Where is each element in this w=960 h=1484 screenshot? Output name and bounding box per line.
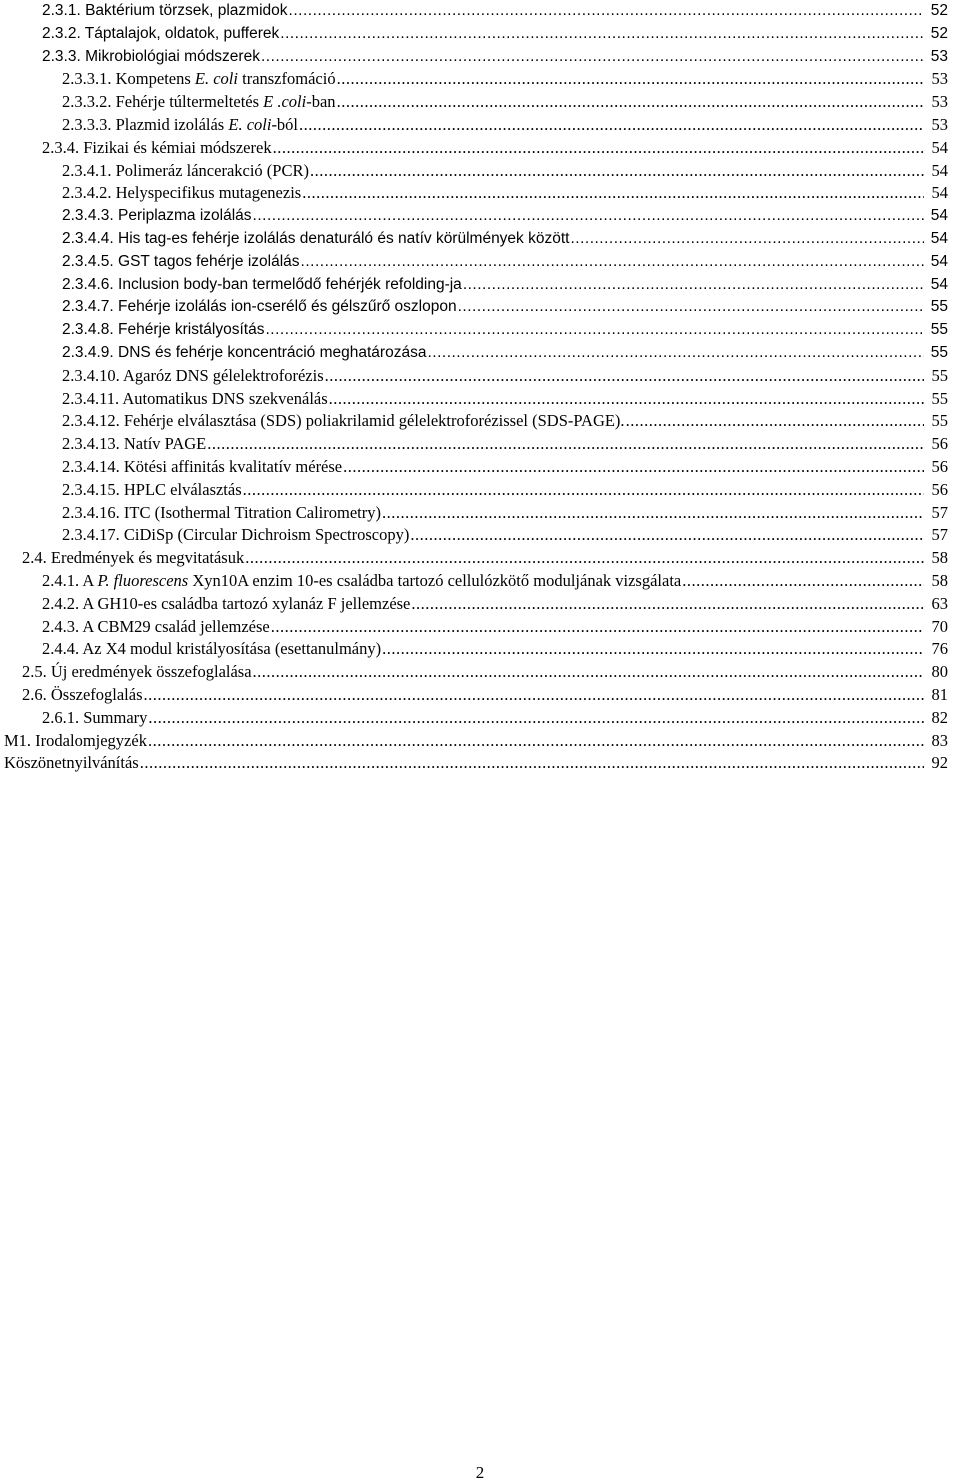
toc-entry-page: 56 <box>931 456 948 476</box>
dot-leader <box>253 205 924 228</box>
toc-entry-page: 54 <box>931 183 948 203</box>
toc-entry-page: 53 <box>931 114 948 134</box>
dot-leader <box>570 228 924 251</box>
toc-entry-page: 54 <box>931 160 948 180</box>
dot-leader <box>148 707 924 730</box>
dot-leader <box>337 68 924 91</box>
toc-entry[interactable] <box>0 114 948 137</box>
dot-leader <box>301 251 924 274</box>
dot-leader <box>245 547 924 570</box>
toc-entry-page: 63 <box>931 593 948 613</box>
toc-entry-page: 55 <box>930 321 948 339</box>
toc-entry-title: M1. Irodalomjegyzék <box>4 730 147 750</box>
toc-entry-page: 80 <box>931 662 948 682</box>
toc-entry-page: 76 <box>931 639 948 659</box>
toc-entry-page: 54 <box>930 252 948 270</box>
toc-entry-title: 2.4.3. A CBM29 család jellemzése <box>42 616 270 636</box>
toc-entry-title: 2.3.4. Fizikai és kémiai módszerek <box>42 137 272 157</box>
toc-entry-title: 2.4.4. Az X4 modul kristályosítása (esettanulmány) <box>42 639 382 659</box>
dot-leader <box>337 91 924 114</box>
dot-leader <box>458 296 924 319</box>
dot-leader <box>411 593 924 616</box>
toc-entry[interactable] <box>0 479 948 502</box>
toc-entry-page: 55 <box>930 298 948 316</box>
toc-entry-page: 55 <box>931 388 948 408</box>
toc-entry-page: 58 <box>931 570 948 590</box>
toc-entry[interactable] <box>0 137 948 160</box>
toc-entry[interactable] <box>0 251 948 274</box>
toc-entry-title: 2.3.4.17. CiDiSp (Circular Dichroism Spectroscopy) <box>62 525 410 545</box>
dot-leader <box>280 23 924 46</box>
toc-entry[interactable] <box>0 410 948 433</box>
toc-entry[interactable] <box>0 182 948 205</box>
toc-entry-title: 2.3.2. Táptalajok, oldatok, pufferek <box>42 24 280 42</box>
toc-entry-page: 57 <box>931 502 948 522</box>
toc-entry-title: Köszönetnyilvánítás <box>4 753 139 773</box>
toc-entry[interactable] <box>0 593 948 616</box>
dot-leader <box>271 616 924 639</box>
dot-leader <box>140 752 924 775</box>
dot-leader <box>382 638 924 661</box>
dot-leader <box>382 502 924 525</box>
toc-entry-title: 2.3.3.1. Kompetens E. coli transzfomáció <box>62 69 336 89</box>
toc-entry-title: 2.3.4.14. Kötési affinitás kvalitatív mérése <box>62 456 343 476</box>
toc-entry-page: 52 <box>930 2 948 19</box>
toc-entry-page: 55 <box>931 365 948 385</box>
toc-entry-title: 2.3.4.13. Natív PAGE <box>62 434 207 454</box>
dot-leader <box>626 410 924 433</box>
toc-entry-page: 53 <box>930 47 948 65</box>
dot-leader <box>343 456 924 479</box>
toc-entry-page: 57 <box>931 525 948 545</box>
toc-entry-page: 83 <box>931 730 948 750</box>
toc-entry-page: 54 <box>930 275 948 293</box>
dot-leader <box>273 137 924 160</box>
toc-entry[interactable] <box>0 684 948 707</box>
toc-entry[interactable] <box>0 752 948 775</box>
toc-entry-page: 82 <box>931 707 948 727</box>
toc-entry-page: 53 <box>931 92 948 112</box>
toc-entry[interactable] <box>0 456 948 479</box>
toc-entry[interactable] <box>0 638 948 661</box>
dot-leader <box>325 365 924 388</box>
toc-entry[interactable] <box>0 160 948 183</box>
toc-entry-title: 2.3.4.6. Inclusion body-ban termelődő fehérjék refolding-ja <box>62 275 462 293</box>
toc-entry[interactable] <box>0 228 948 251</box>
toc-entry-title: 2.3.4.1. Polimeráz láncerakció (PCR) <box>62 160 309 180</box>
toc-entry-title: 2.3.4.15. HPLC elválasztás <box>62 479 242 499</box>
toc-entry[interactable] <box>0 661 948 684</box>
dot-leader <box>253 661 924 684</box>
toc-entry-page: 92 <box>931 753 948 773</box>
page-number: 2 <box>475 1463 485 1482</box>
toc-entry[interactable] <box>0 547 948 570</box>
dot-leader <box>302 182 924 205</box>
toc-entry-title: 2.6. Összefoglalás <box>22 684 143 704</box>
toc-entry[interactable] <box>0 296 948 319</box>
toc-entry[interactable] <box>0 274 948 297</box>
toc-entry[interactable] <box>0 205 948 228</box>
toc-entry-title: 2.4.1. A P. fluorescens Xyn10A enzim 10-es családba tartozó cellulózkötő moduljának vizsgálata <box>42 570 682 590</box>
dot-leader <box>265 319 924 342</box>
toc-entry-title: 2.3.4.3. Periplazma izolálás <box>62 207 252 225</box>
toc-entry[interactable] <box>0 388 948 411</box>
toc-entry[interactable] <box>0 730 948 753</box>
toc-entry[interactable] <box>0 616 948 639</box>
dot-leader <box>243 479 924 502</box>
toc-entry-page: 54 <box>930 207 948 225</box>
toc-entry[interactable] <box>0 91 948 114</box>
toc-entry-title: 2.3.4.9. DNS és fehérje koncentráció meghatározása <box>62 343 427 361</box>
toc-entry-page: 55 <box>931 411 948 431</box>
toc-entry-title: 2.5. Új eredmények összefoglalása <box>22 662 252 682</box>
dot-leader <box>410 524 924 547</box>
dot-leader <box>289 0 924 23</box>
toc-entry-page: 53 <box>931 69 948 89</box>
toc-entry[interactable] <box>0 342 948 365</box>
toc-entry-title: 2.3.3.2. Fehérje túltermeltetés E .coli-ban <box>62 92 336 112</box>
dot-leader <box>427 342 924 365</box>
toc-entry-title: 2.3.4.4. His tag-es fehérje izolálás denaturáló és natív körülmények között <box>62 229 570 247</box>
toc-entry[interactable] <box>0 524 948 547</box>
toc-entry[interactable] <box>0 46 948 69</box>
toc-entry[interactable] <box>0 319 948 342</box>
toc-entry-page: 58 <box>931 548 948 568</box>
toc-entry[interactable] <box>0 502 948 525</box>
toc-entry-title: 2.3.4.8. Fehérje kristályosítás <box>62 321 265 339</box>
toc-entry-page: 54 <box>930 229 948 247</box>
toc-entry-page: 56 <box>931 479 948 499</box>
toc-entry-page: 52 <box>930 24 948 42</box>
toc-entry[interactable] <box>0 570 948 593</box>
dot-leader <box>207 433 924 456</box>
toc-entry-title: 2.3.4.2. Helyspecifikus mutagenezis <box>62 183 302 203</box>
toc-entry-title: 2.6.1. Summary <box>42 707 148 727</box>
toc-entry[interactable] <box>0 707 948 730</box>
toc-entry-page: 54 <box>931 137 948 157</box>
dot-leader <box>310 160 924 183</box>
dot-leader <box>261 46 924 69</box>
toc-entry-page: 81 <box>931 684 948 704</box>
toc-entry-title: 2.3.3.3. Plazmid izolálás E. coli-ból <box>62 114 299 134</box>
toc-entry[interactable] <box>0 0 948 23</box>
toc-entry[interactable] <box>0 365 948 388</box>
dot-leader <box>463 274 924 297</box>
toc-entry-page: 70 <box>931 616 948 636</box>
toc-entry-title: 2.3.4.5. GST tagos fehérje izolálás <box>62 252 300 270</box>
toc-entry[interactable] <box>0 433 948 456</box>
toc-entry-title: 2.3.4.12. Fehérje elválasztása (SDS) poliakrilamid gélelektroforézissel (SDS-PAGE). <box>62 411 625 431</box>
toc-entry-title: 2.3.4.7. Fehérje izolálás ion-cserélő és gélszűrő oszlopon <box>62 298 457 316</box>
toc-entry-title: 2.3.3. Mikrobiológiai módszerek <box>42 47 260 65</box>
toc-entry-page: 55 <box>930 343 948 361</box>
toc-entry-page: 56 <box>931 434 948 454</box>
toc-entry-title: 2.3.4.10. Agaróz DNS gélelektroforézis <box>62 365 324 385</box>
toc-entry-title: 2.3.4.16. ITC (Isothermal Titration Calirometry) <box>62 502 381 522</box>
toc-entry-title: 2.3.4.11. Automatikus DNS szekvenálás <box>62 388 328 408</box>
toc-entry-title: 2.3.1. Baktérium törzsek, plazmidok <box>42 2 288 19</box>
dot-leader <box>329 388 924 411</box>
dot-leader <box>682 570 924 593</box>
dot-leader <box>299 114 924 137</box>
toc-entry[interactable] <box>0 68 948 91</box>
toc-entry[interactable] <box>0 23 948 46</box>
dot-leader <box>144 684 924 707</box>
dot-leader <box>148 730 924 753</box>
toc-entry-title: 2.4. Eredmények és megvitatásuk <box>22 548 245 568</box>
toc-entry-title: 2.4.2. A GH10-es családba tartozó xylanáz F jellemzése <box>42 593 411 613</box>
